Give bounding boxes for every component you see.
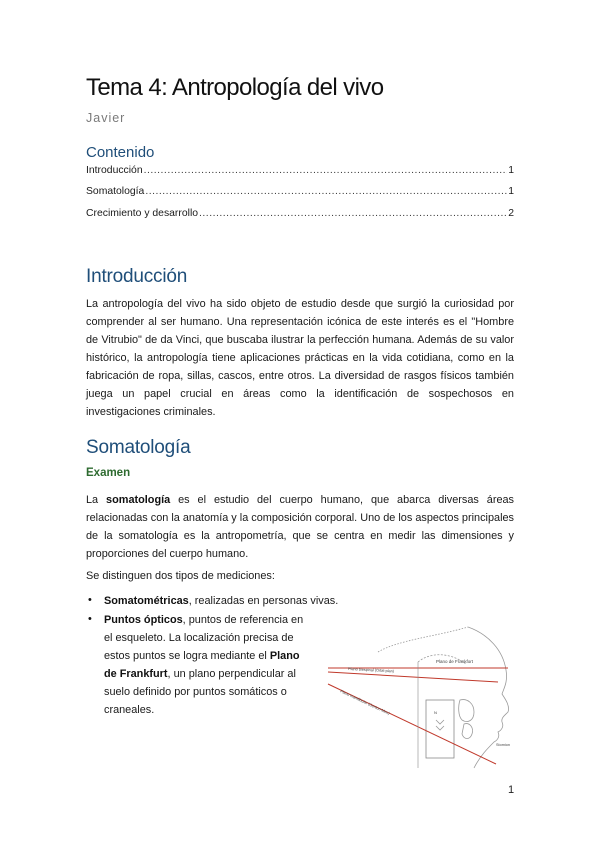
page-number: 1 (508, 784, 515, 796)
author-name: Javier (86, 111, 126, 125)
section-heading-somatologia: Somatología (86, 437, 191, 458)
intro-paragraph: La antropología del vivo ha sido objeto de estudio desde que surgió la curiosidad por comprender al ser humano. Una representación icónica de este interés es el "Hombre de Vitrubio" de da Vinci, que buscaba ilustrar la perfección humana. Además de su valor histórico, la antropología tiene aplicaciones prácticas en la vida cotidiana, como en la fabricación de ropa, sillas, cascos, entre otros. La diversidad de rasgos físicos también juega un papel crucial en áreas como la identificación de sospechosos en investigaciones criminales. (86, 298, 514, 418)
bullet-line: , un plano perpendicular al (167, 668, 296, 680)
p1-bold-term: somatología (106, 494, 171, 506)
label-n: N (434, 710, 437, 715)
bullet-puntos-opticos (104, 611, 312, 719)
toc-entry-page: 2 (508, 208, 514, 219)
toc-leader-dots (145, 186, 507, 197)
bullet-bold: Somatométricas (104, 595, 189, 607)
somatologia-paragraph (86, 491, 514, 563)
toc-leader-dots (144, 165, 508, 176)
skull-profile-outline (378, 627, 509, 768)
document-title: Tema 4: Antropología del vivo (86, 74, 384, 101)
bullet-line: suelo definido por puntos somáticos o (104, 686, 287, 698)
p1-post: es el estudio del cuerpo humano, que abarca diversas áreas relacionadas con la anatomía y la composición corporal. Uno de los aspectos principales de la somatología es la antropometría, que se centra en medir las dimensiones y proporciones del cuerpo humano. (86, 494, 515, 560)
bullet-line: craneales. (104, 704, 155, 716)
toc-entry-label: Somatología (86, 186, 145, 197)
bullet-text: , realizadas en personas vivas. (188, 595, 339, 607)
toc-leader-dots (199, 208, 507, 219)
bullet-bold: de Frankfurt (104, 668, 168, 680)
label-frankfort: Plano de Frankfort (436, 659, 474, 664)
bullet-dot: • (88, 613, 92, 625)
label-stomion: Stomion (496, 743, 510, 747)
cephalometric-figure (318, 622, 523, 772)
toc-entry-page: 1 (508, 186, 514, 197)
label-bispinal: Plano biespinal (Orbit-plan) (347, 667, 395, 674)
p1-pre: La (86, 494, 107, 506)
toc-entry-page: 1 (508, 165, 514, 176)
toc-entry-label: Introducción (86, 165, 143, 176)
bullet-dot: • (88, 594, 92, 606)
bullet-line: el esqueleto. La localización precisa de (104, 632, 294, 644)
label-mandibular: Plano mandibular (Gonion-Men) (339, 689, 391, 716)
bullet-bold: Plano (269, 650, 300, 662)
plano-biespinal-line (328, 672, 498, 682)
bullet-somatometricas (104, 592, 338, 610)
bullet-line: estos puntos se logra mediante el (104, 650, 270, 662)
bullet-line: , puntos de referencia en (182, 614, 304, 626)
bullet-bold: Puntos ópticos (104, 614, 183, 626)
toc-entry-somatologia[interactable] (86, 186, 514, 197)
toc-entry-label: Crecimiento y desarrollo (86, 208, 199, 219)
toc-entry-introduccion[interactable] (86, 165, 514, 176)
toc-heading: Contenido (86, 144, 155, 161)
section-heading-introduccion: Introducción (86, 266, 188, 287)
toc-entry-crecimiento[interactable] (86, 208, 514, 219)
mediciones-intro: Se distinguen dos tipos de mediciones: (86, 570, 275, 582)
subheading-examen: Examen (86, 467, 131, 479)
reference-planes (328, 662, 508, 768)
